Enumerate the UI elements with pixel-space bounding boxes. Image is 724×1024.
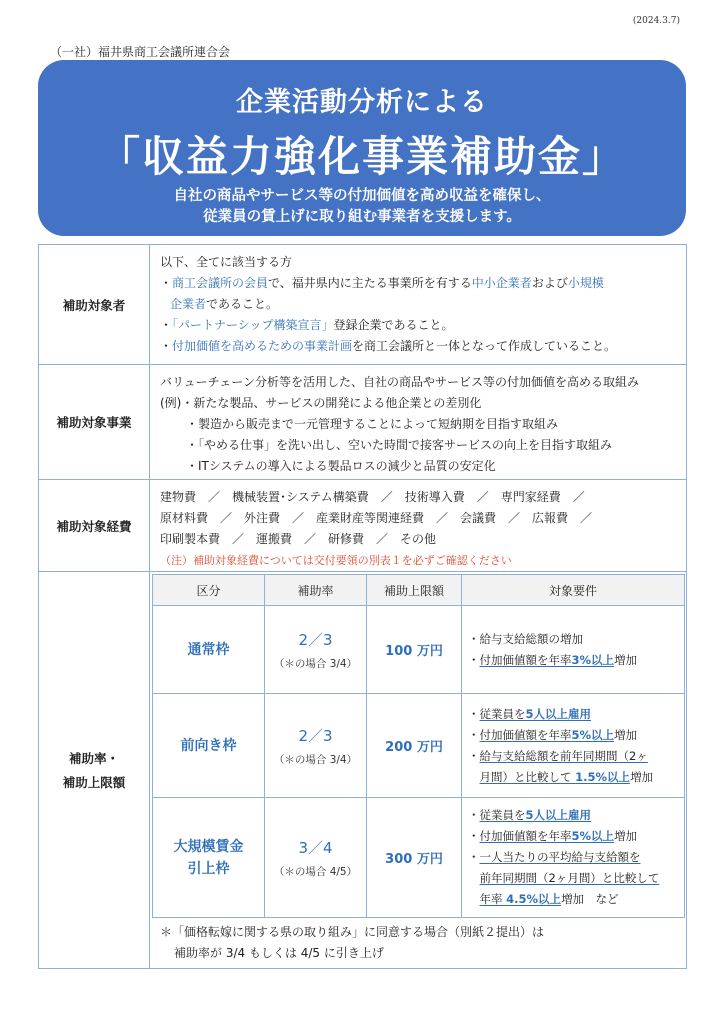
col-kind: 区分 — [153, 575, 265, 606]
tier-row-forward — [153, 694, 685, 798]
title-banner — [38, 60, 686, 236]
title-subtitle — [38, 186, 686, 228]
head-rate-line-1: 補助率・ — [68, 751, 119, 766]
rate-footnote — [150, 918, 686, 968]
footnote-line-2: 補助率が 3/4 もしくは 4/5 に引き上げ — [174, 946, 384, 960]
head-rate-line-2: 補助上限額 — [62, 775, 126, 790]
rate-table — [152, 574, 685, 918]
target-bullet-2: ・「パートナーシップ構築宣言」登録企業であること。 — [160, 318, 454, 332]
subsidy-table — [38, 244, 687, 969]
tier-kind: 大規模賃金 引上枠 — [153, 798, 265, 918]
project-line-5: ・ITシステムの導入による製品ロスの減少と品質の安定化 — [186, 459, 496, 473]
subtitle-line-2: 従業員の賃上げに取り組む事業者を支援します。 — [203, 209, 521, 225]
head-target: 補助対象者 — [39, 245, 150, 365]
tier-row-large-wage — [153, 798, 685, 918]
row-expense — [39, 480, 687, 572]
expense-line-3: 印刷製本費 ／ 運搬費 ／ 研修費 ／ その他 — [160, 532, 437, 546]
head-expense: 補助対象経費 — [39, 480, 150, 572]
project-line-2: (例)・新たな製品、サービスの開発による他企業との差別化 — [160, 396, 482, 410]
tier-cap: 200 万円 — [367, 694, 462, 798]
target-bullet-3: ・付加価値を高めるための事業計画を商工会議所と一体となって作成していること。 — [160, 339, 617, 353]
expense-line-1: 建物費 ／ 機械装置･システム構築費 ／ 技術導入費 ／ 専門家経費 ／ — [160, 490, 585, 504]
target-bullet-1: ・商工会議所の会員で、福井県内に主たる事業所を有する中小企業者および小規模 — [160, 276, 604, 290]
organization-name: （一社）福井県商工会議所連合会 — [50, 45, 231, 59]
head-project: 補助対象事業 — [39, 365, 150, 480]
rate-table-header — [153, 575, 685, 606]
expense-note: （注）補助対象経費については交付要領の別表１を必ずご確認ください — [160, 554, 512, 567]
tier-req: ・従業員を5人以上雇用 ・付加価値額を年率5%以上増加 ・給与支給総額を前年同期間（2ヶ 月間）と比較して 1.5%以上増加 — [462, 694, 685, 798]
col-rate: 補助率 — [265, 575, 367, 606]
tier-cap: 300 万円 — [367, 798, 462, 918]
col-cap: 補助上限額 — [367, 575, 462, 606]
subtitle-line-1: 自社の商品やサービス等の付加価値を高め収益を確保し、 — [173, 188, 551, 204]
tier-kind: 通常枠 — [153, 606, 265, 694]
target-bullet-1-cont: 企業者であること。 — [170, 297, 279, 311]
tier-kind: 前向き枠 — [153, 694, 265, 798]
tier-rate: 2／3 （＊の場合 3/4） — [265, 606, 367, 694]
tier-cap: 100 万円 — [367, 606, 462, 694]
title-line-2: 「収益力強化事業補助金」 — [97, 132, 626, 181]
tier-rate: 3／4 （＊の場合 4/5） — [265, 798, 367, 918]
target-intro: 以下、全てに該当する方 — [160, 255, 293, 269]
tier-row-regular — [153, 606, 685, 694]
row-project — [39, 365, 687, 480]
tier-req: ・従業員を5人以上雇用 ・付加価値額を年率5%以上増加 ・一人当たりの平均給与支給額を 前年同期間（2ヶ月間）と比較して 年率 4.5%以上増加 など — [462, 798, 685, 918]
row-target — [39, 245, 687, 365]
col-req: 対象要件 — [462, 575, 685, 606]
tier-req: ・給与支給総額の増加 ・付加価値額を年率3%以上増加 — [462, 606, 685, 694]
project-line-4: ・「やめる仕事」を洗い出し、空いた時間で接客サービスの向上を目指す取組み — [186, 438, 613, 452]
head-rate — [39, 572, 150, 969]
expense-line-2: 原材料費 ／ 外注費 ／ 産業財産等関連経費 ／ 会議費 ／ 広報費 ／ — [160, 511, 593, 525]
row-rate — [39, 572, 687, 969]
project-line-3: ・製造から販売まで一元管理することによって短納期を目指す取組み — [186, 417, 559, 431]
footnote-line-1: ＊「価格転嫁に関する県の取り組み」に同意する場合（別紙２提出）は — [160, 925, 545, 939]
project-line-1: バリューチェーン分析等を活用した、自社の商品やサービス等の付加価値を高める取組み — [160, 375, 640, 389]
tier-rate: 2／3 （＊の場合 3/4） — [265, 694, 367, 798]
issue-date: (2024.3.7) — [632, 16, 680, 26]
title-line-1: 企業活動分析による — [236, 87, 488, 118]
